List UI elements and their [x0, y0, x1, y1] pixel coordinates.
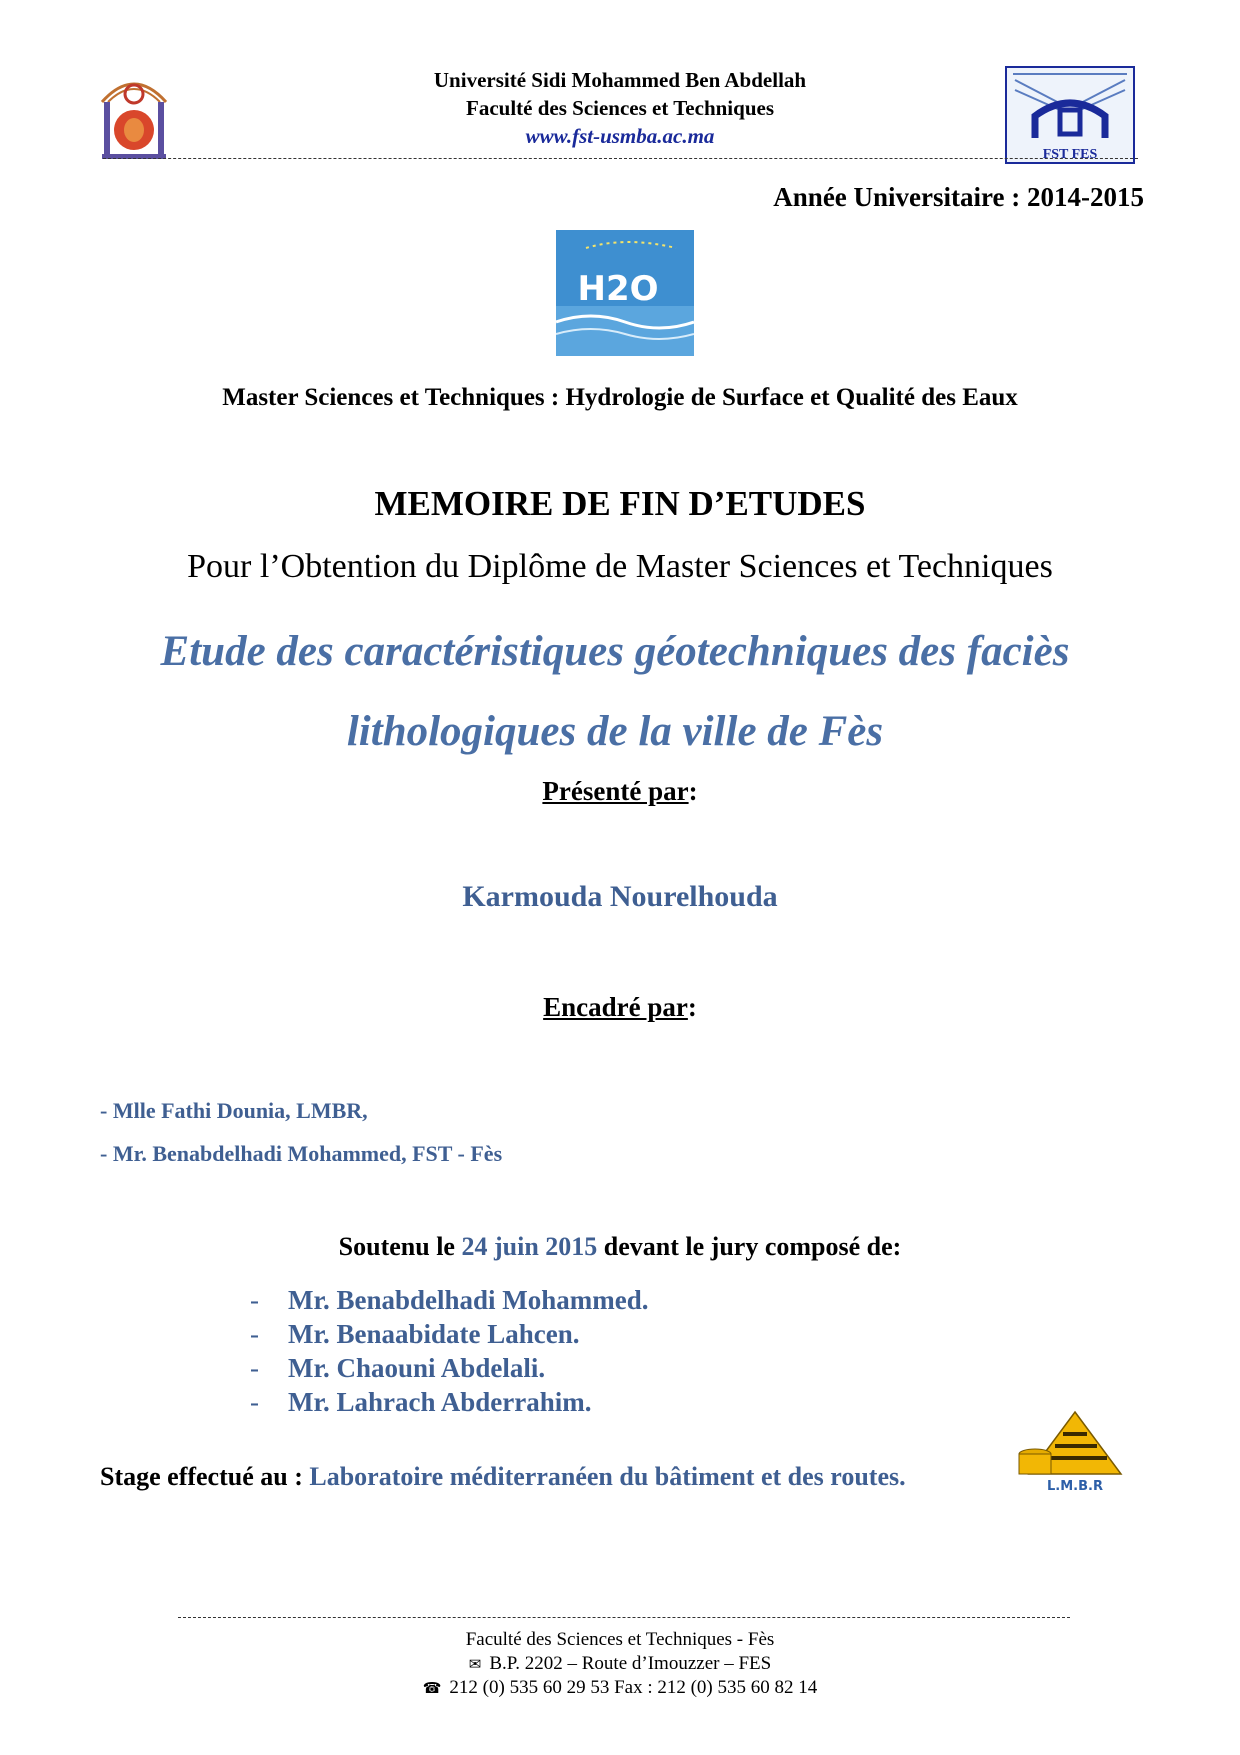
header-divider [103, 158, 1138, 159]
h2o-master-logo [556, 230, 694, 356]
thesis-title-line1: Etude des caractéristiques géotechniques des faciès [160, 628, 1070, 675]
footer-divider [178, 1617, 1070, 1618]
footer-faculty: Faculté des Sciences et Techniques - Fès [465, 1629, 775, 1650]
university-name: Université Sidi Mohammed Ben Abdellah [433, 68, 807, 92]
jury-member: - Mr. Chaouni Abdelali. [250, 1353, 546, 1383]
thesis-title-line2: lithologiques de la ville de Fès [346, 708, 884, 755]
jury-member-name: Mr. Chaouni Abdelali. [288, 1353, 546, 1383]
jury-member: - Mr. Benabdelhadi Mohammed. [250, 1285, 649, 1315]
telephone-icon: ☎ [422, 1679, 442, 1697]
footer-postal-text: B.P. 2202 – Route d’Imouzzer – FES [489, 1653, 772, 1674]
jury-member: - Mr. Benaabidate Lahcen. [250, 1319, 580, 1349]
defense-statement [0, 1232, 1240, 1262]
footer-address [0, 1628, 1240, 1700]
academic-year: Année Universitaire : 2014-2015 [773, 182, 1144, 212]
footer-phone-text: 212 (0) 535 60 29 53 Fax : 212 (0) 535 60 82 14 [449, 1677, 818, 1698]
supervised-by-text: Encadré par [543, 992, 688, 1022]
supervised-by-label: Encadré par: [543, 992, 697, 1022]
diploma-purpose: Pour l’Obtention du Diplôme de Master Sciences et Techniques [187, 548, 1053, 585]
jury-member-name: Mr. Lahrach Abderrahim. [288, 1387, 592, 1417]
author-name: Karmouda Nourelhouda [462, 880, 778, 913]
jury-member-name: Mr. Benaabidate Lahcen. [288, 1319, 580, 1349]
internship-statement [100, 1462, 906, 1492]
footer-postal [0, 1652, 1240, 1676]
document-type-heading: MEMOIRE DE FIN D’ETUDES [374, 484, 866, 523]
footer-phone [0, 1676, 1240, 1700]
internship-place: Laboratoire méditerranéen du bâtiment et des routes. [309, 1462, 906, 1491]
defense-date: 24 juin 2015 [461, 1232, 598, 1261]
master-program: Master Sciences et Techniques : Hydrologie de Surface et Qualité des Eaux [222, 384, 1018, 411]
faculty-website-link[interactable]: www.fst-usmba.ac.ma [525, 124, 715, 148]
defense-prefix: Soutenu le [338, 1232, 455, 1261]
supervisor-item: - Mlle Fathi Dounia, LMBR, [100, 1098, 368, 1123]
presented-by-text: Présenté par [542, 776, 689, 806]
defense-suffix: devant le jury composé de: [603, 1232, 902, 1261]
faculty-name: Faculté des Sciences et Techniques [466, 96, 774, 120]
fst-fes-logo [1005, 66, 1135, 164]
internship-label: Stage effectué au : [100, 1462, 303, 1491]
jury-member: - Mr. Lahrach Abderrahim. [250, 1387, 592, 1417]
lmbr-logo-text: L.M.B.R [1047, 1479, 1103, 1494]
fst-fes-logo-text: FST FES [1042, 147, 1098, 162]
thesis-title [110, 612, 1120, 772]
supervisor-item: - Mr. Benabdelhadi Mohammed, FST - Fès [100, 1141, 503, 1166]
lmbr-logo [1015, 1408, 1125, 1494]
h2o-logo-text: H2O [577, 269, 659, 309]
presented-by-label: Présenté par: [542, 776, 698, 806]
mailbox-icon: ✉ [468, 1655, 482, 1673]
jury-member-name: Mr. Benabdelhadi Mohammed. [288, 1285, 649, 1315]
